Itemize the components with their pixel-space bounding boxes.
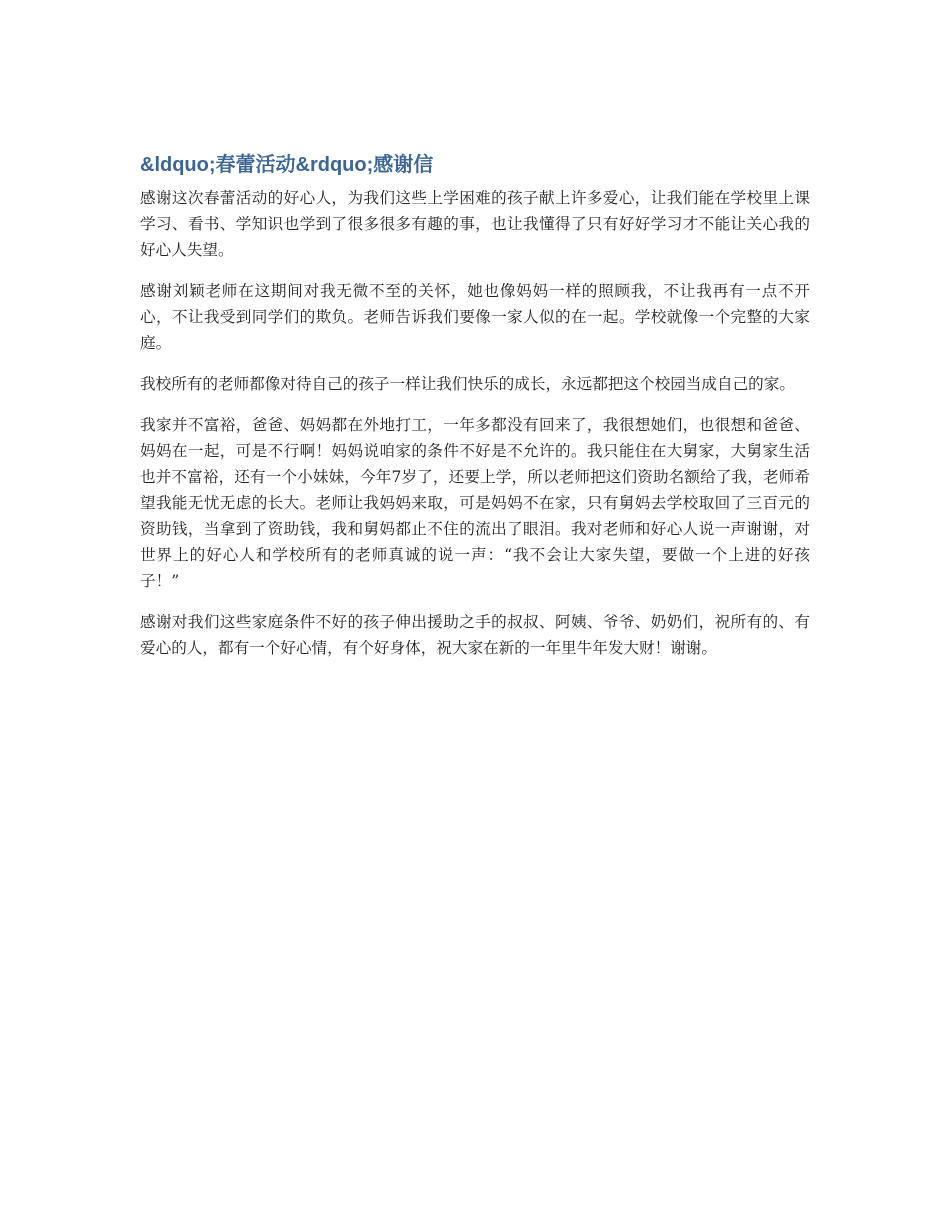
paragraph-1: 感谢这次春蕾活动的好心人，为我们这些上学困难的孩子献上许多爱心，让我们能在学校里上课学习、看书、学知识也学到了很多很多有趣的事，也让我懂得了只有好好学习才不能让关心我的好心人失望。 <box>140 189 810 259</box>
paragraph-4: 我家并不富裕，爸爸、妈妈都在外地打工，一年多都没有回来了，我很想她们，也很想和爸爸、妈妈在一起，可是不行啊！妈妈说咱家的条件不好是不允许的。我只能住在大舅家，大舅家生活也并不富裕，还有一个小妹妹，今年7岁了，还要上学，所以老师把这们资助名额给了我，老师希望我能无忧无虑的长大。老师让我妈妈来取，可是妈妈不在家，只有舅妈去学校取回了三百元的资助钱，当拿到了资助钱，我和舅妈都止不住的流出了眼泪。我对老师和好心人说一声谢谢，对世界上的好心人和学校所有的老师真诚的说一声：“我不会让大家失望，要做一个上进的好孩子！” <box>140 416 810 590</box>
document-body <box>140 151 810 676</box>
paragraph-3: 我校所有的老师都像对待自己的孩子一样让我们快乐的成长，永远都把这个校园当成自己的家。 <box>140 375 795 393</box>
paragraph-5: 感谢对我们这些家庭条件不好的孩子伸出援助之手的叔叔、阿姨、爷爷、奶奶们，祝所有的、有爱心的人，都有一个好心情，有个好身体，祝大家在新的一年里牛年发大财！谢谢。 <box>140 613 810 657</box>
paragraph-2: 感谢刘颖老师在这期间对我无微不至的关怀，她也像妈妈一样的照顾我，不让我再有一点不开心，不让我受到同学们的欺负。老师告诉我们要像一家人似的在一起。学校就像一个完整的大家庭。 <box>140 282 810 352</box>
document-title: &ldquo;春蕾活动&rdquo;感谢信 <box>140 154 434 176</box>
